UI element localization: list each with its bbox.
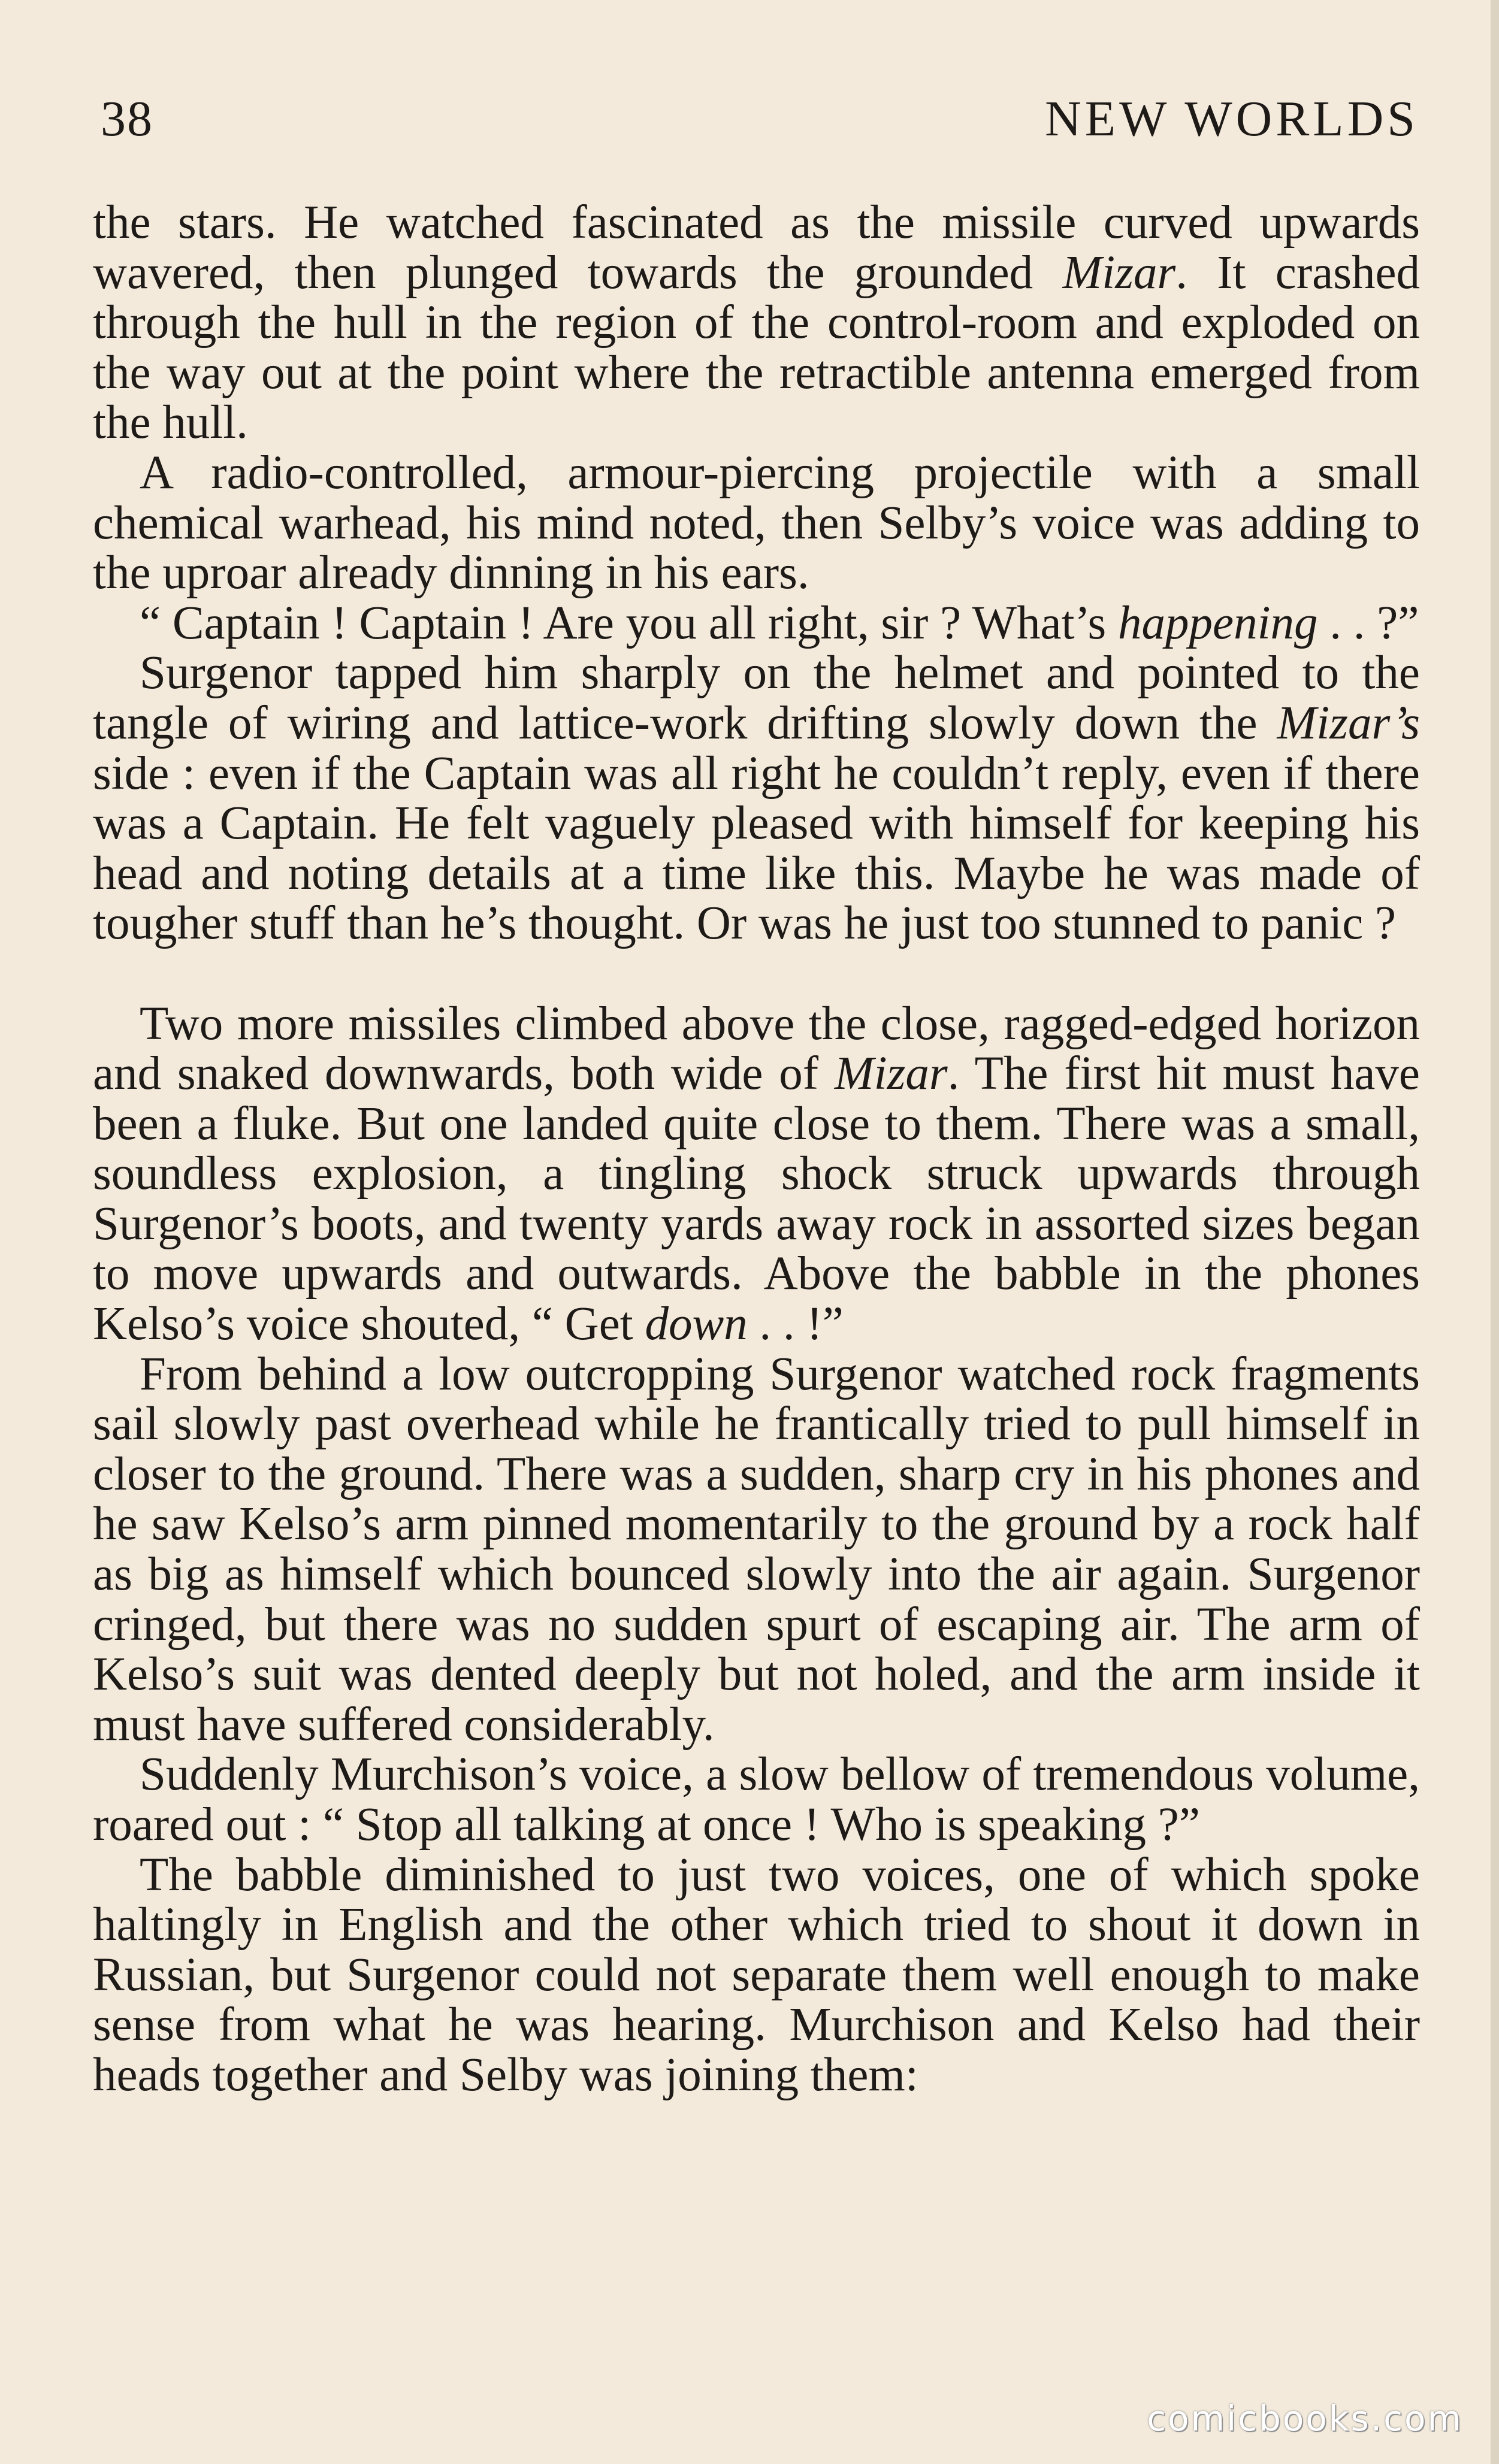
- paragraph: A radio-controlled, armour-piercing projectile with a small chemical warhead, his mind noted, then Selby’s voice was adding to the uproar already dinning in his ears.: [93, 446, 1420, 600]
- paragraph: the stars. He watched fascinated as the missile curved upwards wavered, then plunged towards the grounded Mizar. It crashed through the hull in the region of the control-room and exploded on the way out at the point where the retractible antenna emerged from the hull.: [93, 196, 1421, 449]
- paragraph: Surgenor tapped him sharply on the helmet and pointed to the tangle of wiring and lattice-work drifting slowly down the Mizar’s side : even if the Captain was all right he couldn’t reply, even if there was a Captain. He felt vaguely pleased with himself for keeping his head and noting details at a time like this. Maybe he was made of tougher stuff than he’s thought. Or was he just too stunned to panic ?: [93, 647, 1420, 950]
- page-edge: [1491, 0, 1499, 2464]
- paragraph: The babble diminished to just two voices, one of which spoke haltingly in English and the other which tried to shout it down in Russian, but Surgenor could not separate them well enough to make sense from what he was hearing. Murchison and Kelso had their heads together and Selby was joining them:: [93, 1848, 1420, 2101]
- running-head: [101, 90, 1419, 156]
- body-text: [93, 198, 1420, 2100]
- paragraph: “ Captain ! Captain ! Are you all right, sir ? What’s happening . . ?”: [140, 597, 1419, 649]
- paragraph: Suddenly Murchison’s voice, a slow bellow of tremendous volume, roared out : “ Stop all talking at once ! Who is speaking ?”: [93, 1748, 1420, 1851]
- page-number: 38: [101, 91, 153, 147]
- watermark: comicbooks.com: [1147, 2398, 1463, 2439]
- paragraph: From behind a low outcropping Surgenor watched rock fragments sail slowly past overhead while he frantically tried to pull himself in closer to the ground. There was a sudden, sharp cry in his phones and he saw Kelso’s arm pinned momentarily to the ground by a rock half as big as himself which bounced slowly into the air again. Surgenor cringed, but there was no sudden spurt of escaping air. The arm of Kelso’s suit was dented deeply but not holed, and the arm inside it must have suffered considerably.: [93, 1348, 1420, 1751]
- running-title: NEW WORLDS: [1045, 91, 1419, 147]
- paragraph: Two more missiles climbed above the close, ragged-edged horizon and snaked downwards, both wide of Mizar. The first hit must have been a fluke. But one landed quite close to them. There was a small, soundless explosion, a tingling shock struck upwards through Surgenor’s boots, and twenty yards away rock in assorted sizes began to move upwards and outwards. Above the babble in the phones Kelso’s voice shouted, “ Get down . . !”: [93, 997, 1420, 1351]
